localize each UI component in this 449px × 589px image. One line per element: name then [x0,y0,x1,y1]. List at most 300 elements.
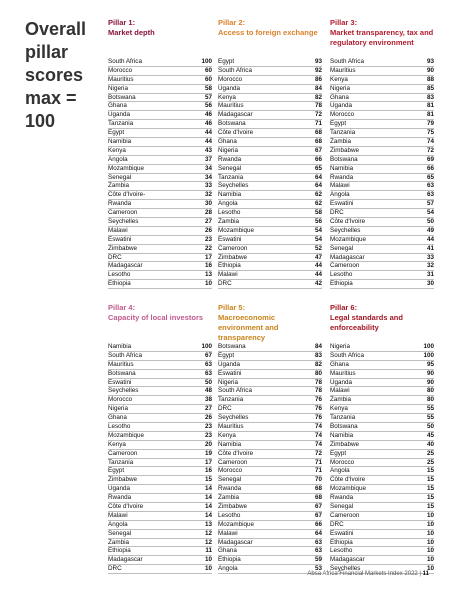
score-value: 57 [204,93,212,101]
country-name: Malawi [330,182,350,190]
country-name: Mauritius [108,360,134,368]
score-value: 10 [426,547,434,555]
score-value: 100 [423,351,434,359]
pillar-number: Pillar 2: [218,18,246,27]
table-row [218,432,322,441]
country-name: Angola [218,565,238,573]
score-value: 28 [204,209,212,217]
country-name: South Africa [108,58,142,65]
score-value: 56 [314,218,322,226]
score-value: 84 [314,343,322,350]
score-value: 71 [314,467,322,475]
score-value: 72 [314,449,322,457]
country-name: Mozambique [330,235,367,243]
country-name: Rwanda [330,173,354,181]
pillar-name: Macroeconomic environment and transparency [218,313,279,342]
country-name: DRC [108,253,122,261]
country-name: Kenya [218,431,236,439]
country-name: Zambia [218,218,239,226]
country-name: Kenya [330,75,348,83]
table-row [330,156,434,165]
table-row [108,218,212,227]
country-name: South Africa [218,387,252,395]
country-name: Côte d'Ivoire [218,129,254,137]
score-list [330,343,434,574]
country-name: Namibia [108,343,132,350]
country-name: Cameroon [108,449,138,457]
table-row [330,218,434,227]
pillar-title [330,303,434,343]
country-name: Kenya [218,93,236,101]
score-value: 54 [426,209,434,217]
pillar-1-table [108,18,212,289]
table-row [108,494,212,503]
table-row [108,521,212,530]
table-row [108,254,212,263]
table-row [218,396,322,405]
table-row [218,245,322,254]
country-name: Eswatini [218,369,242,377]
pillar-title [330,18,434,58]
country-name: Seychelles [108,218,139,226]
score-value: 88 [426,75,434,83]
table-row [108,547,212,556]
table-row [330,271,434,280]
country-name: Eswatini [218,235,242,243]
score-value: 68 [314,129,322,137]
score-value: 83 [426,93,434,101]
country-name: Zimbabwe [218,503,248,511]
country-name: Ethiopia [330,538,353,546]
table-row [330,129,434,138]
score-value: 75 [426,129,434,137]
table-row [108,191,212,200]
score-value: 16 [204,467,212,475]
score-value: 14 [204,511,212,519]
score-value: 63 [204,360,212,368]
table-row [218,174,322,183]
pillar-name: Access to foreign exchange [218,28,318,37]
country-name: Angola [218,200,238,208]
score-value: 90 [426,66,434,74]
table-row [108,432,212,441]
score-value: 15 [426,467,434,475]
score-value: 11 [205,547,212,555]
score-value: 69 [426,155,434,163]
score-value: 10 [204,565,212,573]
country-name: Ethiopia [218,262,241,270]
score-value: 40 [426,440,434,448]
country-name: Côte d'Ivoire [330,218,366,226]
country-name: Lesotho [330,271,353,279]
table-row [108,138,212,147]
country-name: Malawi [218,529,238,537]
country-name: Namibia [218,440,242,448]
table-row [108,85,212,94]
score-value: 23 [204,235,212,243]
country-name: Botswana [108,93,136,101]
pillar-3-table [330,18,434,289]
table-row [218,521,322,530]
country-name: Seychelles [218,414,249,422]
score-value: 71 [314,120,322,128]
country-name: Angola [330,467,350,475]
table-row [330,254,434,263]
table-row [108,405,212,414]
table-row [330,485,434,494]
score-value: 74 [426,138,434,146]
score-value: 30 [204,200,212,208]
country-name: Tanzania [218,396,244,404]
score-value: 25 [426,449,434,457]
score-value: 44 [204,138,212,146]
table-row [330,396,434,405]
score-value: 44 [314,271,322,279]
table-row [330,280,434,289]
country-name: Mozambique [108,164,145,172]
country-name: Namibia [108,138,132,146]
table-row [108,76,212,85]
country-name: Madagascar [218,111,253,119]
table-row [218,111,322,120]
score-value: 22 [204,244,212,252]
table-row [330,191,434,200]
country-name: Eswatini [108,378,132,386]
country-name: Ghana [108,102,127,110]
country-name: Angola [108,520,128,528]
table-row [330,512,434,521]
table-row [330,370,434,379]
country-name: Zambia [330,138,351,146]
score-value: 58 [314,209,322,217]
country-name: South Africa [330,351,364,359]
score-value: 92 [314,66,322,74]
score-value: 84 [314,84,322,92]
score-value: 34 [204,173,212,181]
table-row [330,441,434,450]
score-value: 80 [426,396,434,404]
table-row [218,423,322,432]
country-name: Ethiopia [108,280,131,288]
score-list [218,343,322,574]
country-name: Cameroon [218,458,248,466]
table-row [108,245,212,254]
country-name: DRC [330,209,344,217]
score-value: 50 [426,218,434,226]
table-row [218,361,322,370]
country-name: Morocco [218,75,243,83]
table-row [108,370,212,379]
score-value: 67 [204,351,212,359]
table-row [330,200,434,209]
country-name: Lesotho [108,271,131,279]
score-value: 52 [314,244,322,252]
table-row [108,129,212,138]
country-name: Mauritius [330,369,356,377]
score-value: 38 [204,396,212,404]
table-row [218,85,322,94]
country-name: Ghana [108,414,127,422]
score-value: 49 [426,226,434,234]
table-row [108,209,212,218]
country-name: Eswatini [330,529,354,537]
country-name: Egypt [218,351,235,359]
table-row [108,236,212,245]
score-value: 59 [314,556,322,564]
country-name: Nigeria [108,84,128,92]
table-row [330,539,434,548]
score-value: 14 [204,494,212,502]
country-name: Madagascar [108,262,143,270]
country-name: Cameroon [218,244,248,252]
country-name: Nigeria [108,405,128,413]
score-value: 41 [426,244,434,252]
table-row [218,129,322,138]
country-name: South Africa [218,66,252,74]
country-name: Rwanda [108,494,132,502]
country-name: Madagascar [330,556,365,564]
score-value: 27 [204,218,212,226]
country-name: DRC [330,520,344,528]
score-value: 43 [204,146,212,154]
table-row [108,120,212,129]
score-value: 60 [204,66,212,74]
table-row [218,120,322,129]
country-name: Botswana [218,120,246,128]
score-value: 70 [314,476,322,484]
country-name: Egypt [330,120,347,128]
table-row [330,494,434,503]
country-name: Morocco [330,111,355,119]
score-value: 48 [204,387,212,395]
score-value: 66 [314,155,322,163]
pillar-6-table [330,303,434,574]
table-row [218,459,322,468]
score-value: 90 [426,369,434,377]
country-name: Eswatini [108,235,132,243]
table-row [330,503,434,512]
table-row [108,530,212,539]
pillar-name: Market transparency, tax and regulatory environment [330,28,434,47]
score-value: 26 [204,414,212,422]
country-name: Namibia [330,431,354,439]
table-row [108,156,212,165]
score-value: 33 [204,182,212,190]
country-name: Senegal [330,503,354,511]
country-name: Angola [330,191,350,199]
page-footer: Absa Africa Financial Markets Index 2022 | 11 [307,571,429,577]
table-row [330,521,434,530]
country-name: Tanzania [108,120,134,128]
table-row [330,467,434,476]
country-name: Malawi [218,271,238,279]
score-value: 79 [426,120,434,128]
table-row [330,85,434,94]
table-row [218,414,322,423]
table-row [330,147,434,156]
country-name: Morocco [108,396,133,404]
score-value: 90 [426,378,434,386]
table-row [330,236,434,245]
pillar-title [218,18,322,58]
table-row [218,485,322,494]
score-value: 56 [204,102,212,110]
table-row [330,423,434,432]
score-value: 53 [314,565,322,573]
country-name: Uganda [108,111,131,119]
table-row [218,450,322,459]
score-value: 46 [204,120,212,128]
score-value: 50 [426,423,434,431]
table-row [330,138,434,147]
score-value: 54 [314,226,322,234]
score-value: 68 [314,485,322,493]
table-row [330,476,434,485]
table-row [218,370,322,379]
table-row [218,539,322,548]
score-value: 55 [426,405,434,413]
pillar-name: Capacity of local investors [108,313,204,322]
score-value: 10 [426,538,434,546]
table-row [218,441,322,450]
table-row [330,459,434,468]
country-name: DRC [108,565,122,573]
table-row [330,58,434,67]
table-row [330,379,434,388]
table-row [218,94,322,103]
score-value: 82 [314,93,322,101]
table-row [218,405,322,414]
country-name: Nigeria [218,146,238,154]
table-row [330,414,434,423]
score-value: 30 [426,280,434,288]
score-value: 31 [426,271,434,279]
table-row [218,467,322,476]
country-name: Malawi [108,226,128,234]
table-row [218,387,322,396]
score-value: 93 [314,58,322,65]
country-name: Eswatini [330,200,354,208]
table-row [218,254,322,263]
table-row [108,182,212,191]
score-value: 42 [314,280,322,288]
table-row [218,200,322,209]
table-row [330,530,434,539]
table-row [108,556,212,565]
table-row [218,165,322,174]
table-row [330,67,434,76]
country-name: Rwanda [108,200,132,208]
table-row [108,200,212,209]
score-value: 66 [426,164,434,172]
country-name: Morocco [108,66,133,74]
score-value: 100 [423,343,434,350]
country-name: Namibia [330,164,354,172]
score-value: 55 [426,414,434,422]
table-row [330,361,434,370]
score-value: 63 [314,547,322,555]
table-row [108,67,212,76]
page-title: Overall pillar scores max = 100 [25,19,87,131]
country-name: Kenya [108,146,126,154]
score-value: 37 [204,155,212,163]
pillar-number: Pillar 1: [108,18,136,27]
score-value: 32 [204,191,212,199]
score-value: 60 [204,75,212,83]
table-row [218,379,322,388]
table-row [330,547,434,556]
score-value: 17 [204,458,212,466]
country-name: Côte d'Ivoire [330,476,366,484]
table-row [330,387,434,396]
table-row [330,405,434,414]
country-name: Egypt [108,467,125,475]
pillar-number: Pillar 6: [330,303,358,312]
pillar-2-table [218,18,322,289]
score-value: 44 [204,129,212,137]
pillar-name: Legal standards and enforceability [330,313,403,332]
pillar-name: Market depth [108,28,155,37]
country-name: Tanzania [108,458,134,466]
table-row [218,191,322,200]
score-value: 93 [426,58,434,65]
score-value: 62 [314,200,322,208]
table-row [218,547,322,556]
table-row [108,423,212,432]
table-row [108,280,212,289]
score-value: 57 [426,200,434,208]
table-row [108,352,212,361]
score-value: 74 [314,440,322,448]
score-value: 78 [314,378,322,386]
table-row [108,379,212,388]
country-name: Rwanda [218,485,242,493]
score-list [330,58,434,289]
table-row [218,343,322,352]
score-value: 10 [426,565,434,573]
country-name: Mozambique [108,431,145,439]
country-name: Lesotho [218,209,241,217]
table-row [218,352,322,361]
country-name: Zimbabwe [218,253,248,261]
country-name: Nigeria [218,378,238,386]
country-name: Egypt [218,58,235,65]
pillar-title [108,18,212,58]
table-row [108,147,212,156]
table-row [218,556,322,565]
country-name: Côte d'Ivoire [218,449,254,457]
country-name: Ghana [218,547,237,555]
table-row [108,485,212,494]
country-name: Malawi [330,387,350,395]
country-name: Mauritius [218,423,244,431]
score-value: 74 [314,431,322,439]
table-row [108,476,212,485]
score-value: 68 [314,494,322,502]
country-name: Ethiopia [218,556,241,564]
table-row [330,262,434,271]
country-name: Botswana [218,343,246,350]
country-name: Seychelles [330,226,361,234]
table-row [330,450,434,459]
country-name: Uganda [218,360,241,368]
country-name: Lesotho [330,547,353,555]
table-row [330,352,434,361]
score-value: 67 [314,511,322,519]
score-value: 10 [426,529,434,537]
score-value: 15 [426,485,434,493]
score-value: 46 [204,111,212,119]
